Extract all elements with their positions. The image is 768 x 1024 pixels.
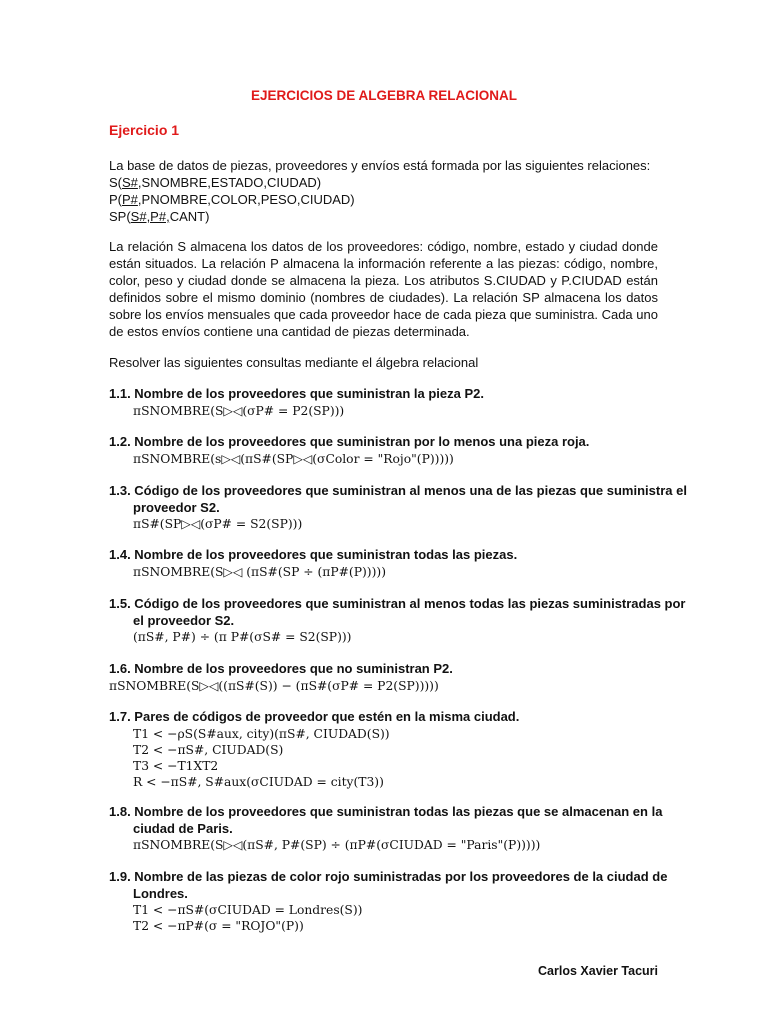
relation-sp <box>109 208 209 225</box>
relation-key: S# <box>122 175 138 190</box>
formula: πSNOMBRE(S▷◁ (πS#(SP ÷ (πP#(P))))) <box>133 564 386 579</box>
formula: T1 < −πS#(σCIUDAD = Londres(S)) <box>133 903 363 917</box>
formula: T3 < −T1XT2 <box>133 758 219 773</box>
formula: T2 < −πP#(σ = "ROJO"(P)) <box>133 919 304 933</box>
formula: T2 < −πS#, CIUDAD(S) <box>133 742 284 757</box>
formula: R < −πS#, S#aux(σCIUDAD = city(T3)) <box>133 774 384 789</box>
relation-name: SP( <box>109 209 131 224</box>
author-name: Carlos Xavier Tacuri <box>538 964 658 978</box>
intro-line: La base de datos de piezas, proveedores y envíos está formada por las siguientes relaciones: <box>109 158 651 173</box>
question-text: 1.4. Nombre de los proveedores que suministran todas las piezas. <box>109 547 518 562</box>
relation-key: P# <box>122 192 138 207</box>
formula: πSNOMBRE(s▷◁(πS#(SP▷◁(σColor = "Rojo"(P))))) <box>133 451 454 466</box>
question-text-cont: Londres. <box>133 885 188 901</box>
question-1-4 <box>109 547 517 580</box>
description-paragraph: La relación S almacena los datos de los proveedores: código, nombre, estado y ciudad donde están situados. La relación P almacena la información referente a las piezas: código, nombre, color, peso y ciudad donde se almacena la pieza. Los atributos S.CIUDAD y P.CIUDAD están definidos sobre el mismo dominio (nombres de ciudades). La relación SP almacena los datos sobre los envíos mensuales que cada proveedor hace de cada pieza que suministra. Cada uno de estos envíos contiene una cantidad de piezas determinada. <box>109 239 658 339</box>
relation-key: S#,P#, <box>130 209 170 224</box>
relation-attributes: CANT) <box>169 209 210 224</box>
question-text-cont: proveedor S2. <box>133 499 220 515</box>
question-1-3 <box>109 483 687 532</box>
question-text: 1.3. Código de los proveedores que suministran al menos una de las piezas que suministra el <box>109 483 687 498</box>
formula: πS#(SP▷◁(σP# = S2(SP))) <box>133 517 303 531</box>
question-1-7 <box>109 709 519 790</box>
formula: πSNOMBRE(S▷◁((πS#(S)) − (πS#(σP# = P2(SP))))) <box>109 678 439 693</box>
relation-s <box>109 174 321 191</box>
question-text-cont: el proveedor S2. <box>133 612 235 628</box>
question-1-5 <box>109 596 686 645</box>
question-text: 1.2. Nombre de los proveedores que suministran por lo menos una pieza roja. <box>109 434 590 449</box>
relation-p <box>109 191 355 208</box>
formula: (πS#, P#) ÷ (π P#(σS# = S2(SP))) <box>133 630 352 644</box>
question-1-1 <box>109 386 484 419</box>
question-text: 1.5. Código de los proveedores que suministran al menos todas las piezas suministradas por <box>109 596 686 611</box>
formula: πSNOMBRE(S▷◁(σP# = P2(SP))) <box>133 403 345 418</box>
question-1-9 <box>109 869 667 934</box>
question-text: 1.1. Nombre de los proveedores que suministran la pieza P2. <box>109 386 484 401</box>
question-text: 1.7. Pares de códigos de proveedor que estén en la misma ciudad. <box>109 709 520 724</box>
question-1-6 <box>109 661 453 694</box>
question-text-cont: ciudad de Paris. <box>133 820 233 836</box>
question-text: 1.6. Nombre de los proveedores que no suministran P2. <box>109 661 453 676</box>
relation-name: P( <box>109 192 122 207</box>
question-1-8 <box>109 804 662 853</box>
document-title: EJERCICIOS DE ALGEBRA RELACIONAL <box>250 88 518 103</box>
exercise-heading: Ejercicio 1 <box>109 122 180 138</box>
relation-name: S( <box>109 175 122 190</box>
question-1-2 <box>109 434 589 467</box>
question-text: 1.8. Nombre de los proveedores que suministran todas las piezas que se almacenan en la <box>109 804 663 819</box>
formula: T1 < −ρS(S#aux, city)(πS#, CIUDAD(S)) <box>133 726 390 741</box>
relation-attributes: ,SNOMBRE,ESTADO,CIUDAD) <box>137 175 322 190</box>
relation-attributes: ,PNOMBRE,COLOR,PESO,CIUDAD) <box>137 192 355 207</box>
formula: πSNOMBRE(S▷◁(πS#, P#(SP) ÷ (πP#(σCIUDAD = "Paris"(P))))) <box>133 838 541 852</box>
question-text: 1.9. Nombre de las piezas de color rojo suministradas por los proveedores de la ciudad de <box>109 869 668 884</box>
instruction-line: Resolver las siguientes consultas mediante el álgebra relacional <box>109 355 479 370</box>
